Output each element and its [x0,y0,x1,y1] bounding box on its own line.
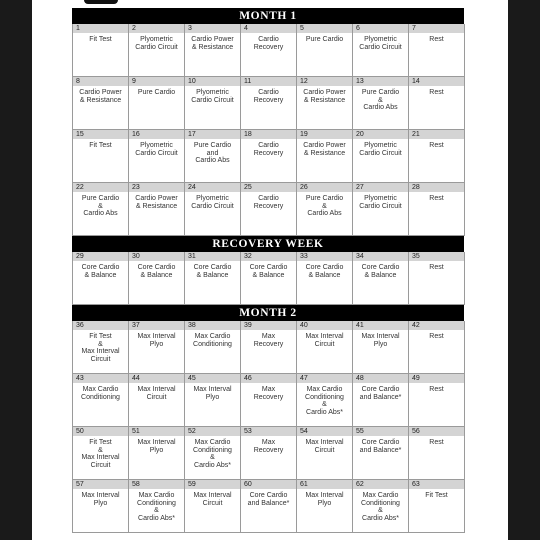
workout-name: Cardio Power & Resistance [191,36,234,51]
workout-name: Core Cardio and Balance* [247,492,290,507]
day-cell [185,321,241,374]
day-number: 38 [185,321,240,330]
day-cell [241,252,297,305]
day-number: 63 [409,480,464,489]
day-number: 25 [241,183,296,192]
day-number: 32 [241,252,296,261]
day-cell [129,374,185,427]
day-number: 21 [409,130,464,139]
day-cell [73,24,129,77]
day-number: 58 [129,480,184,489]
day-number: 57 [73,480,128,489]
workout-name: Rest [429,195,444,202]
day-number: 16 [129,130,184,139]
day-cell [129,321,185,374]
workout-name: Rest [429,264,444,271]
day-number: 13 [353,77,408,86]
workout-name: Max Interval Plyo [81,492,120,507]
day-cell [241,24,297,77]
day-number: 59 [185,480,240,489]
day-number: 24 [185,183,240,192]
day-number: 22 [73,183,128,192]
workout-name: Plyometric Cardio Circuit [359,36,402,51]
day-cell [73,77,129,130]
day-number: 43 [73,374,128,383]
day-number: 40 [297,321,352,330]
day-cell [297,24,353,77]
day-cell [241,77,297,130]
day-cell [353,183,409,236]
workout-name: Pure Cardio & Cardio Abs [81,195,120,218]
workout-name: Cardio Recovery [253,142,284,157]
day-number: 45 [185,374,240,383]
day-cell [129,427,185,480]
workout-name: Cardio Power & Resistance [79,89,122,104]
workout-name: Core Cardio & Balance [361,264,400,279]
day-number: 17 [185,130,240,139]
day-number: 12 [297,77,352,86]
day-cell [129,183,185,236]
workout-name: Plyometric Cardio Circuit [135,142,178,157]
week-row [72,130,464,183]
day-number: 4 [241,24,296,33]
day-cell [73,374,129,427]
day-number: 14 [409,77,464,86]
day-cell [409,252,465,305]
workout-name: Max Interval Plyo [137,439,176,454]
day-cell [241,427,297,480]
day-number: 18 [241,130,296,139]
day-cell [73,321,129,374]
day-number: 44 [129,374,184,383]
day-cell [409,77,465,130]
week-row [72,183,464,236]
workout-name: Max Interval Plyo [137,333,176,348]
day-cell [409,24,465,77]
workout-name: Pure Cardio & Cardio Abs [305,195,344,218]
workout-name: Cardio Recovery [253,36,284,51]
day-cell [185,130,241,183]
week-row [72,77,464,130]
day-cell [241,480,297,533]
day-cell [73,427,129,480]
day-cell [353,374,409,427]
day-number: 52 [185,427,240,436]
day-cell [73,252,129,305]
day-cell [241,130,297,183]
day-cell [353,427,409,480]
day-cell [297,77,353,130]
day-number: 5 [297,24,352,33]
workout-name: Max Recovery [253,386,284,401]
day-cell [353,252,409,305]
section-header: RECOVERY WEEK [72,236,464,252]
day-number: 3 [185,24,240,33]
day-cell [129,480,185,533]
workout-name: Max Recovery [253,333,284,348]
day-cell [297,183,353,236]
day-number: 33 [297,252,352,261]
workout-name: Fit Test & Max Interval Circuit [81,439,120,469]
workout-name: Max Interval Circuit [193,492,232,507]
day-cell [297,374,353,427]
day-cell [241,183,297,236]
day-number: 49 [409,374,464,383]
day-number: 39 [241,321,296,330]
day-number: 61 [297,480,352,489]
day-number: 11 [241,77,296,86]
day-number: 27 [353,183,408,192]
day-cell [353,130,409,183]
day-number: 34 [353,252,408,261]
day-number: 8 [73,77,128,86]
workout-name: Max Interval Plyo [361,333,400,348]
day-number: 41 [353,321,408,330]
week-row [72,321,464,374]
workout-name: Plyometric Cardio Circuit [359,195,402,210]
workout-name: Cardio Recovery [253,89,284,104]
section-header: MONTH 2 [72,305,464,321]
workout-name: Core Cardio & Balance [249,264,288,279]
day-number: 53 [241,427,296,436]
day-cell [297,321,353,374]
calendar-page [32,0,508,540]
week-row [72,24,464,77]
day-cell [297,427,353,480]
workout-name: Fit Test [89,36,112,43]
workout-name: Plyometric Cardio Circuit [359,142,402,157]
workout-name: Max Interval Circuit [137,386,176,401]
day-cell [297,252,353,305]
workout-name: Max Interval Circuit [305,439,344,454]
workout-name: Pure Cardio and Cardio Abs [193,142,232,165]
workout-name: Rest [429,333,444,340]
day-cell [297,480,353,533]
day-cell [409,427,465,480]
workout-name: Max Cardio Conditioning [193,333,232,348]
workout-name: Core Cardio & Balance [137,264,176,279]
workout-name: Core Cardio and Balance* [359,386,402,401]
day-number: 51 [129,427,184,436]
day-cell [353,77,409,130]
workout-name: Max Interval Circuit [305,333,344,348]
workout-name: Cardio Power & Resistance [303,89,346,104]
day-cell [409,183,465,236]
day-cell [409,321,465,374]
day-number: 56 [409,427,464,436]
day-cell [185,252,241,305]
day-cell [409,480,465,533]
day-cell [185,480,241,533]
day-number: 48 [353,374,408,383]
workout-name: Core Cardio & Balance [305,264,344,279]
workout-name: Plyometric Cardio Circuit [191,89,234,104]
day-cell [241,374,297,427]
day-cell [73,130,129,183]
day-number: 30 [129,252,184,261]
day-cell [353,321,409,374]
workout-name: Max Cardio Conditioning & Cardio Abs* [361,492,400,522]
day-cell [409,130,465,183]
workout-name: Max Recovery [253,439,284,454]
day-number: 26 [297,183,352,192]
workout-name: Core Cardio and Balance* [359,439,402,454]
day-number: 60 [241,480,296,489]
day-number: 54 [297,427,352,436]
day-cell [129,252,185,305]
day-cell [185,374,241,427]
workout-name: Rest [429,142,444,149]
workout-name: Core Cardio & Balance [81,264,120,279]
week-row [72,374,464,427]
day-cell [129,77,185,130]
workout-name: Pure Cardio & Cardio Abs [361,89,400,112]
workout-calendar [72,8,464,533]
workout-name: Max Interval Plyo [193,386,232,401]
workout-name: Max Cardio Conditioning & Cardio Abs* [305,386,344,416]
week-row [72,427,464,480]
workout-name: Rest [429,36,444,43]
day-number: 47 [297,374,352,383]
day-cell [73,183,129,236]
day-cell [129,24,185,77]
day-number: 10 [185,77,240,86]
day-cell [185,77,241,130]
section-header: MONTH 1 [72,8,464,24]
workout-name: Fit Test [425,492,448,499]
workout-name: Plyometric Cardio Circuit [191,195,234,210]
day-number: 15 [73,130,128,139]
workout-name: Fit Test [89,142,112,149]
day-number: 42 [409,321,464,330]
day-number: 36 [73,321,128,330]
workout-name: Plyometric Cardio Circuit [135,36,178,51]
workout-name: Pure Cardio [137,89,176,96]
workout-name: Rest [429,439,444,446]
day-number: 2 [129,24,184,33]
day-cell [185,183,241,236]
day-number: 31 [185,252,240,261]
day-cell [353,480,409,533]
day-cell [185,427,241,480]
day-cell [297,130,353,183]
day-number: 62 [353,480,408,489]
day-cell [353,24,409,77]
workout-name: Rest [429,386,444,393]
week-row [72,252,464,305]
week-row [72,480,464,533]
day-number: 37 [129,321,184,330]
workout-name: Core Cardio & Balance [193,264,232,279]
workout-name: Max Cardio Conditioning & Cardio Abs* [137,492,176,522]
workout-name: Fit Test & Max Interval Circuit [81,333,120,363]
day-number: 7 [409,24,464,33]
day-number: 20 [353,130,408,139]
day-cell [185,24,241,77]
day-number: 46 [241,374,296,383]
day-number: 23 [129,183,184,192]
day-cell [409,374,465,427]
workout-name: Cardio Recovery [253,195,284,210]
workout-name: Cardio Power & Resistance [303,142,346,157]
logo-fragment [84,0,118,4]
day-number: 35 [409,252,464,261]
day-number: 9 [129,77,184,86]
day-cell [241,321,297,374]
workout-name: Rest [429,89,444,96]
day-cell [129,130,185,183]
day-cell [73,480,129,533]
workout-name: Max Cardio Conditioning [81,386,120,401]
workout-name: Cardio Power & Resistance [135,195,178,210]
day-number: 6 [353,24,408,33]
workout-name: Max Interval Plyo [305,492,344,507]
workout-name: Max Cardio Conditioning & Cardio Abs* [193,439,232,469]
day-number: 50 [73,427,128,436]
day-number: 29 [73,252,128,261]
day-number: 28 [409,183,464,192]
day-number: 19 [297,130,352,139]
workout-name: Pure Cardio [305,36,344,43]
day-number: 1 [73,24,128,33]
day-number: 55 [353,427,408,436]
